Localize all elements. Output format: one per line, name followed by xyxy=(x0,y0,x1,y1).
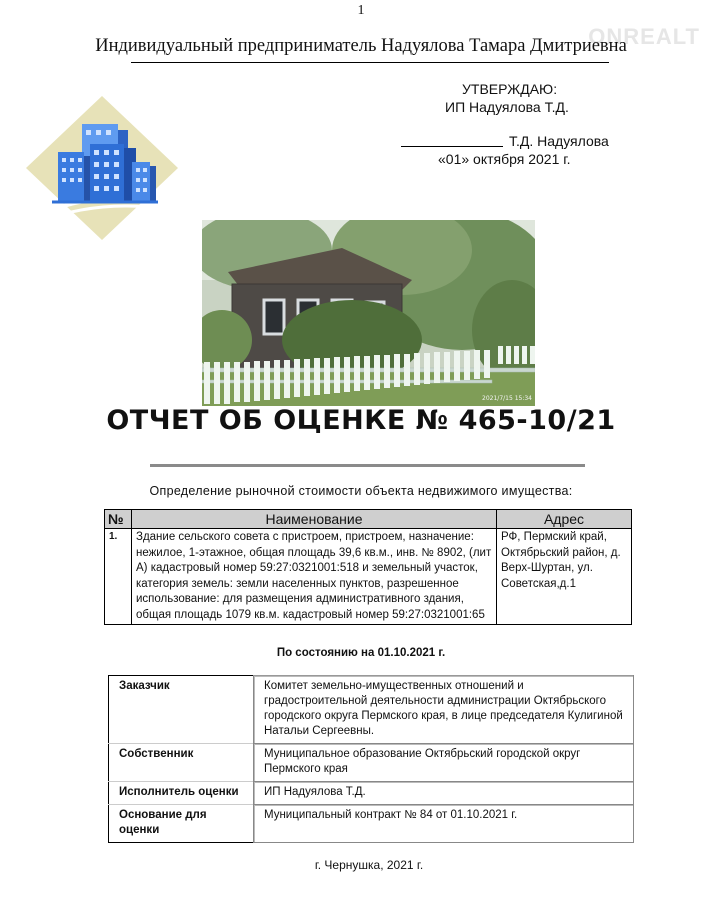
watermark: ONREALT xyxy=(588,24,700,49)
object-table xyxy=(104,509,632,625)
table-row xyxy=(109,676,634,744)
owner-label: Собственник xyxy=(109,744,254,782)
organization-title: Индивидуальный предприниматель Надуялова Тамара Дмитриевна xyxy=(95,36,627,56)
approval-signer: ИП Надуялова Т.Д. xyxy=(445,99,569,115)
signature-line xyxy=(401,146,503,147)
table-row xyxy=(105,529,632,625)
column-header-number: № xyxy=(105,510,132,529)
column-header-name: Наименование xyxy=(132,510,497,529)
object-address-cell: РФ, Пермский край, Октябрьский район, д. Верх-Шуртан, ул. Советская,д.1 xyxy=(497,529,632,625)
approval-heading: УТВЕРЖДАЮ: xyxy=(462,81,558,97)
row-number: 1. xyxy=(105,529,132,625)
customer-label: Заказчик xyxy=(119,680,170,692)
footer-city-year: г. Чернушка, 2021 г. xyxy=(314,858,424,872)
customer-value: Комитет земельно-имущественных отношений и градостроительной деятельности администрации Октябрьского городского округа Пермского края, в лице председателя Кулигиной Натальи Сергеевны. xyxy=(254,676,634,744)
company-logo-icon xyxy=(24,94,180,246)
report-purpose: Определение рыночной стоимости объекта недвижимого имущества: xyxy=(149,484,573,498)
table-row xyxy=(109,782,634,805)
table-row xyxy=(109,744,634,782)
basis-label: Основание для оценки xyxy=(109,805,254,843)
valuation-date: По состоянию на 01.10.2021 г. xyxy=(276,647,446,659)
appraiser-value: ИП Надуялова Т.Д. xyxy=(254,782,634,805)
title-divider xyxy=(150,464,585,467)
parties-table xyxy=(108,675,634,843)
approval-date: «01» октября 2021 г. xyxy=(438,151,571,167)
photo-timestamp: 2021/7/15 15:34 xyxy=(482,395,532,402)
header-divider xyxy=(131,62,609,63)
appraiser-label: Исполнитель оценки xyxy=(109,782,254,805)
page-number: 1 xyxy=(357,3,365,18)
object-table-header xyxy=(105,510,632,529)
report-title: ОТЧЕТ ОБ ОЦЕНКЕ № 465-10/21 xyxy=(106,405,616,436)
property-photo xyxy=(202,220,535,406)
table-row xyxy=(109,805,634,843)
approval-signature-name: Т.Д. Надуялова xyxy=(509,133,609,149)
column-header-address: Адрес xyxy=(497,510,632,529)
owner-value: Муниципальное образование Октябрьский городской округ Пермского края xyxy=(254,744,634,782)
object-name-cell: Здание сельского совета с пристроем, пристроем, назначение: нежилое, 1-этажное, общая площадь 39,6 кв.м., инв. № 8902, (лит А) кадастровый номер 59:27:0321001:518 и земельный участок, категория земель: земли населенных пунктов, разрешенное использование: для размещения административного здания, общая площадь 1079 кв.м. кадастровый номер 59:27:0321001:65 xyxy=(132,529,497,625)
basis-value: Муниципальный контракт № 84 от 01.10.2021 г. xyxy=(254,805,634,843)
